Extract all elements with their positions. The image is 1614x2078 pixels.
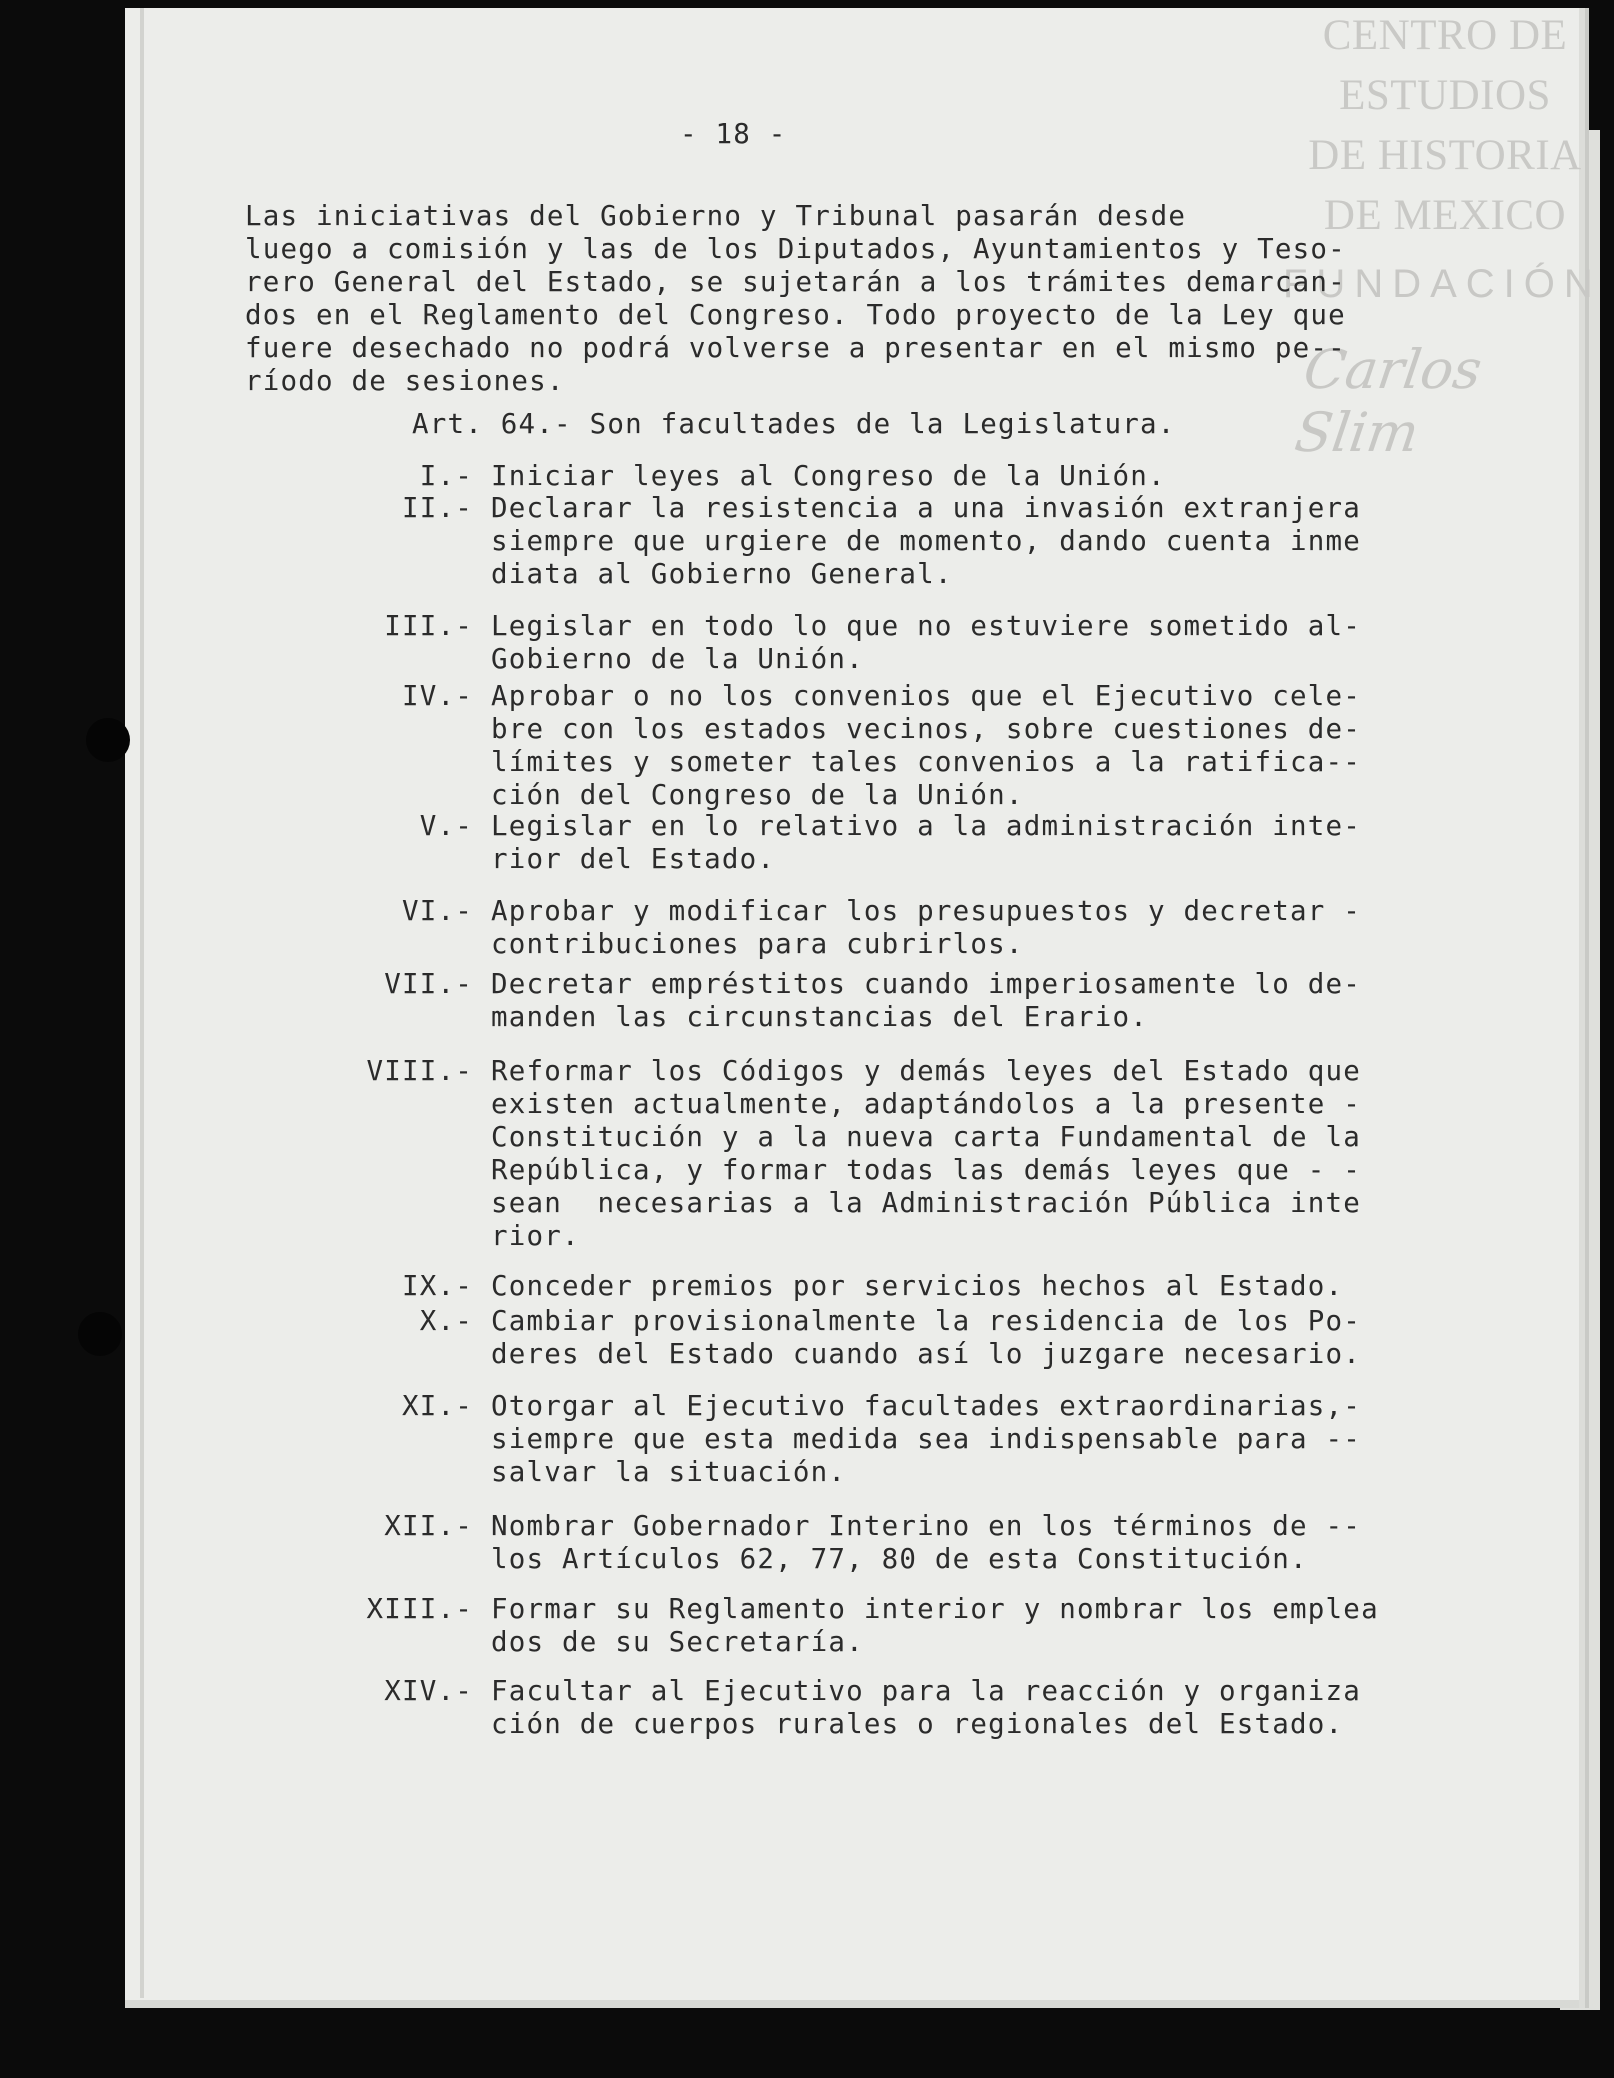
- watermark-signature: Carlos Slim: [1291, 338, 1486, 464]
- faculty-item: [218, 1593, 1379, 1659]
- faculty-text: Aprobar y modificar los presupuestos y decretar - contribuciones para cubrirlos.: [491, 895, 1362, 960]
- faculty-number: I.-: [419, 460, 473, 492]
- faculty-number: X.-: [419, 1305, 473, 1337]
- faculty-item: [218, 1390, 1361, 1489]
- faculty-item: [218, 460, 1166, 493]
- faculty-item: [218, 1055, 1361, 1253]
- faculty-number: VI.-: [401, 895, 473, 927]
- faculty-number: III.-: [384, 610, 473, 642]
- faculty-text: Cambiar provisionalmente la residencia de los Po- deres del Estado cuando así lo juzgare necesario.: [491, 1305, 1362, 1370]
- faculty-text: Otorgar al Ejecutivo facultades extraordinarias,- siempre que esta medida sea indispensable para -- salvar la situación.: [491, 1390, 1362, 1488]
- faculty-number: XII.-: [384, 1510, 473, 1542]
- faculty-item: [218, 968, 1361, 1034]
- faculty-text: Nombrar Gobernador Interino en los términos de -- los Artículos 62, 77, 80 de esta Constitución.: [491, 1510, 1362, 1575]
- faculty-number: XIV.-: [384, 1675, 473, 1707]
- faculty-number: V.-: [419, 810, 473, 842]
- faculty-item: [218, 895, 1361, 961]
- faculty-item: [218, 1510, 1361, 1576]
- watermark-line: ESTUDIOS: [1339, 72, 1551, 119]
- faculty-number: IV.-: [401, 680, 473, 712]
- punch-hole-bottom: [78, 1312, 122, 1356]
- faculty-number: IX.-: [401, 1270, 473, 1302]
- watermark-line: DE HISTORIA: [1308, 132, 1582, 179]
- faculty-text: Conceder premios por servicios hechos al Estado.: [491, 1270, 1344, 1302]
- watermark-line: CENTRO DE: [1322, 12, 1568, 59]
- faculty-item: [218, 1305, 1361, 1371]
- faculty-number: II.-: [401, 492, 473, 524]
- faculty-number: XIII.-: [366, 1593, 473, 1625]
- faculty-item: [218, 1675, 1361, 1741]
- faculty-item: [218, 1270, 1343, 1303]
- faculty-item: [218, 610, 1361, 676]
- faculty-text: Legislar en lo relativo a la administración inte- rior del Estado.: [491, 810, 1362, 875]
- faculty-text: Declarar la resistencia a una invasión extranjera siempre que urgiere de momento, dando cuenta inme diata al Gobierno General.: [491, 492, 1362, 590]
- faculty-text: Reformar los Códigos y demás leyes del Estado que existen actualmente, adaptándolos a la presente - Constitución y a la nueva carta Fundamental de la República, y formar todas las demás leyes que - - sean necesarias a la Administración Pública inte rior.: [491, 1055, 1362, 1252]
- page-left-fold: [140, 8, 144, 1998]
- faculty-text: Aprobar o no los convenios que el Ejecutivo cele- bre con los estados vecinos, sobre cuestiones de- límites y someter tales convenios a la ratifica-- ción del Congreso de la Unión.: [491, 680, 1362, 811]
- faculty-text: Iniciar leyes al Congreso de la Unión.: [491, 460, 1166, 492]
- faculty-number: VII.-: [384, 968, 473, 1000]
- page-number: - 18 -: [680, 118, 787, 150]
- faculty-item: [218, 492, 1361, 591]
- faculty-number: VIII.-: [366, 1055, 473, 1087]
- faculty-item: [218, 680, 1361, 812]
- article-heading: Art. 64.- Son facultades de la Legislatura.: [412, 408, 1176, 440]
- faculty-text: Facultar al Ejecutivo para la reacción y organiza ción de cuerpos rurales o regionales del Estado.: [491, 1675, 1362, 1740]
- faculty-number: XI.-: [401, 1390, 473, 1422]
- faculty-text: Decretar empréstitos cuando imperiosamente lo de- manden las circunstancias del Erario.: [491, 968, 1362, 1033]
- intro-paragraph: Las iniciativas del Gobierno y Tribunal pasarán desde luego a comisión y las de los Diputados, Ayuntamientos y Teso- rero General del Estado, se sujetarán a los trámites demarcan- dos en el Reglamento del Congreso. Todo proyecto de la Ley que fuere desechado no podrá volverse a presentar en el mismo pe-- ríodo de sesiones.: [245, 200, 1346, 397]
- watermark-line: DE MEXICO: [1323, 192, 1567, 239]
- faculty-text: Formar su Reglamento interior y nombrar los emplea dos de su Secretaría.: [491, 1593, 1379, 1658]
- faculty-text: Legislar en todo lo que no estuviere sometido al- Gobierno de la Unión.: [491, 610, 1362, 675]
- faculty-item: [218, 810, 1361, 876]
- punch-hole-top: [86, 718, 130, 762]
- watermark-foundation: FUNDACIÓN: [1283, 262, 1602, 306]
